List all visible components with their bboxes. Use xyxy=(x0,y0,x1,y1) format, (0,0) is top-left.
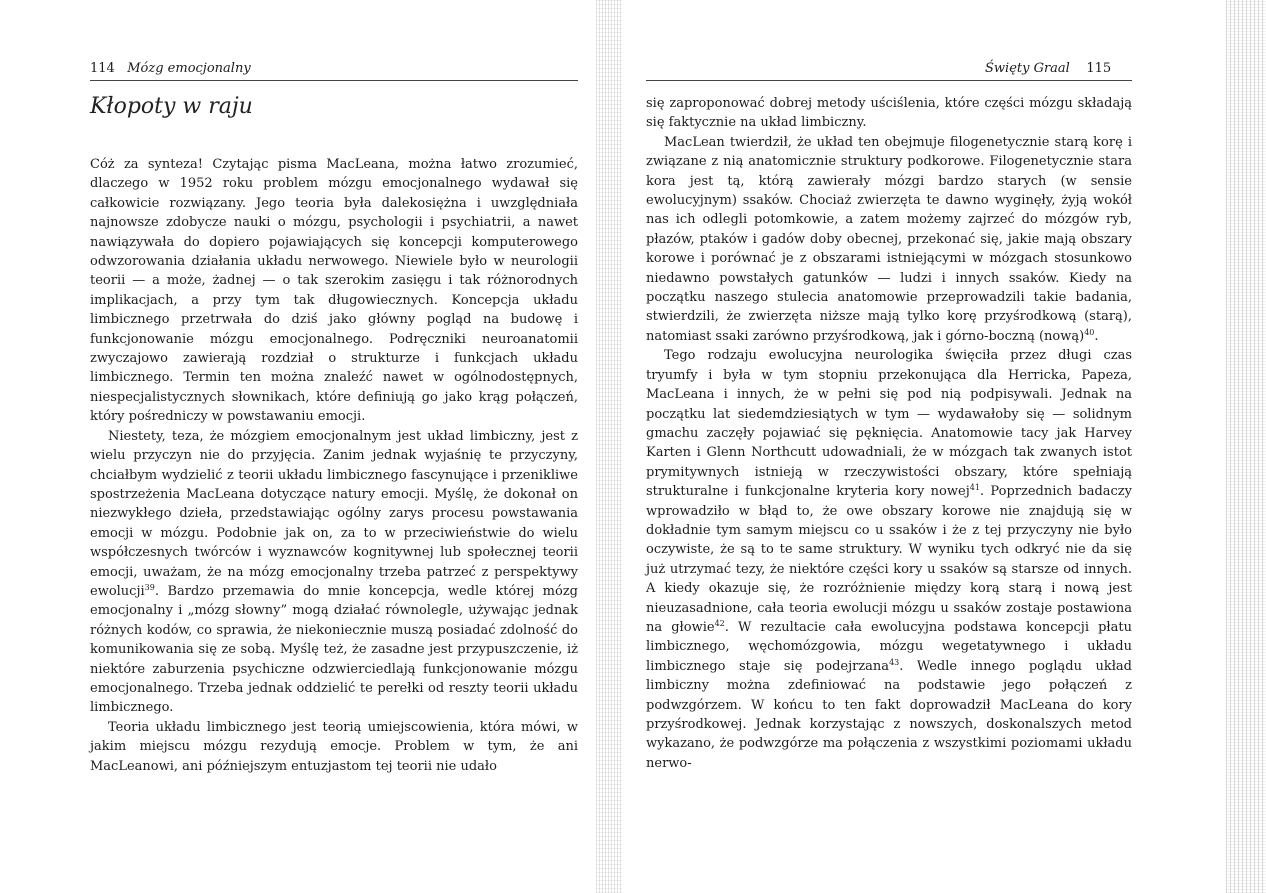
paragraph xyxy=(90,155,578,427)
paragraph xyxy=(646,94,1132,133)
right-page-number: 115 xyxy=(1086,61,1112,76)
left-running-head xyxy=(90,61,251,77)
paragraph-text: . Bardzo przemawia do mnie koncepcja, wedle której mózg emocjonalny i „mózg słowny” mogą działać równolegle, używając jednak różnych kodów, co sprawia, że niekoniecznie muszą posiadać zdolność do komunikowania się ze sobą. Myślę też, że zasadne jest przypuszczenie, iż niektóre zaburzenia psychiczne odzwierciedlają funkcjonowanie mózgu emocjonalnego. Trzeba jednak oddzielić te perełki od reszty teorii układu limbicznego. xyxy=(90,583,578,716)
right-running-head xyxy=(985,61,1111,77)
left-header-rule xyxy=(90,80,578,81)
paragraph-text: . Poprzednich badaczy wprowadziło w błąd to, że owe obszary korowe nie znajdują się w dokładnie tym samym miejscu co u ssaków i że z tej przyczyny nie było oczywiste, że są to te same struktury. W wyniku tych odkryć nie da się już utrzymać tezy, że niektóre części kory u ssaków są starsze od innych. A kiedy okazuje się, że rozróżnienie między korą starą i nową jest nieuzasadnione, cała teoria ewolucji mózgu u ssaków zostaje postawiona na głowie xyxy=(646,484,1132,635)
paragraph-text: . xyxy=(1094,328,1099,344)
paragraph xyxy=(90,718,578,776)
footnote-ref: 41 xyxy=(969,483,980,493)
footnote-ref: 42 xyxy=(714,618,725,628)
footnote-ref: 43 xyxy=(889,657,900,667)
paragraph-text: Teoria układu limbicznego jest teorią umiejscowienia, która mówi, w jakim miejscu mózgu rezydują emocje. Problem w tym, że ani MacLeanowi, ani późniejszym entuzjastom tej teorii nie udało xyxy=(90,719,578,774)
footnote-ref: 39 xyxy=(144,582,155,592)
left-page-number: 114 xyxy=(90,61,115,76)
paragraph xyxy=(646,346,1132,773)
paragraph-text: . W rezultacie cała ewolucyjna podstawa koncepcji płatu limbicznego, węchomózgowia, mózgu wegetatywnego i układu limbicznego staje się podejrzana xyxy=(646,619,1132,674)
paragraph-text: . Wedle innego poglądu układ limbiczny można zdefiniować na podstawie jego połączeń z podwzgórzem. W końcu to ten fakt doprowadził MacLeana do kory przyśrodkowej. Jednak korzystając z nowszych, doskonalszych metod wykazano, że podwzgórze ma połączenia z wszystkimi poziomami układu nerwo- xyxy=(646,658,1132,771)
left-body-text xyxy=(90,155,578,776)
paragraph-text: Cóż za synteza! Czytając pisma MacLeana, można łatwo zrozumieć, dlaczego w 1952 roku problem mózgu emocjonalnego wydawał się całkowicie rozwiązany. Jego teoria była dalekosiężna i uwzględniała najnowsze zdobycze nauki o mózgu, psychologii i psychiatrii, a nawet nawiązywała do dopiero pojawiających się koncepcji komputerowego odwzorowania działania układu nerwowego. Niewiele było w neurologii teorii — a może, żadnej — o tak szerokim zasięgu i tak różnorodnych implikacjach, a przy tym tak długowiecznych. Koncepcja układu limbicznego przetrwała do dziś jako główny pogląd na budowę i funkcjonowanie mózgu emocjonalnego. Podręczniki neuroanatomii zwyczajowo zawierają rozdział o strukturze i funkcjach układu limbicznego. Termin ten można znaleźć nawet w ogólnodostępnych, niespecjalistycznych słownikach, które definiują go jako krąg połączeń, który pośredniczy w powstawaniu emocji. xyxy=(90,157,578,425)
paragraph xyxy=(90,427,578,718)
right-body-text xyxy=(646,94,1132,773)
right-header-rule xyxy=(646,80,1132,81)
paragraph-text: MacLean twierdził, że układ ten obejmuje filogenetycznie starą korę i związane z nią anatomicznie struktury podkorowe. Filogenetycznie stara kora jest tą, którą zawierały mózgi bardzo starych (w sensie ewolucyjnym) ssaków. Chociaż zwierzęta te dawno wyginęły, żyją wokół nas ich odlegli potomkowie, a zatem możemy zajrzeć do mózgów ryb, płazów, ptaków i gadów doby obecnej, przekonać się, jakie mają obszary korowe i porównać je z obszarami istniejącymi w mózgach stosunkowo niedawno powstałych gatunków — ludzi i innych ssaków. Kiedy na początku naszego stulecia anatomowie przeprowadzili takie badania, stwierdzili, że zwierzęta niższe mają tylko korę przyśrodkową (starą), natomiast ssaki zarówno przyśrodkową, jak i górno-boczną (nową) xyxy=(646,134,1132,344)
left-running-title: Mózg emocjonalny xyxy=(127,61,251,76)
left-page xyxy=(0,0,600,893)
paragraph-text: Niestety, teza, że mózgiem emocjonalnym jest układ limbiczny, jest z wielu przyczyn nie do przyjęcia. Zanim jednak wyjaśnię te przyczyny, chciałbym wydzielić z teorii układu limbicznego fascynujące i przenikliwe spostrzeżenia MacLeana dotyczące natury emocji. Myślę, że dokonał on niezwykłego dzieła, przedstawiając ogólny zarys procesu powstawania emocji w mózgu. Podobnie jak on, za to w przeciwieństwie do wielu współczesnych twórców i wyznawców kognitywnej lub społecznej teorii emocji, uważam, że na mózg emocjonalny trzeba patrzeć z perspektywy ewolucji xyxy=(90,428,578,599)
right-page xyxy=(618,0,1266,893)
right-running-title: Święty Graal xyxy=(985,61,1070,76)
paragraph-text: się zaproponować dobrej metody uściślenia, które części mózgu składają się faktycznie na układ limbiczny. xyxy=(646,96,1132,131)
footnote-ref: 40 xyxy=(1084,327,1095,337)
section-title: Kłopoty w raju xyxy=(90,94,253,119)
paragraph-text: Tego rodzaju ewolucyjna neurologika święciła przez długi czas tryumfy i była w tym stopniu przekonująca dla Herricka, Papeza, MacLeana i innych, że w pełni się pod nią podpisywali. Jednak na początku lat siedemdziesiątych w tym — wydawałoby się — solidnym gmachu zaczęły pojawiać się pęknięcia. Anatomowie tacy jak Harvey Karten i Glenn Northcutt udowadniali, że w mózgach tak zwanych istot prymitywnych istnieją w rzeczywistości obszary, które spełniają strukturalne i funkcjonalne kryteria kory nowej xyxy=(646,348,1132,500)
paragraph xyxy=(646,133,1132,346)
